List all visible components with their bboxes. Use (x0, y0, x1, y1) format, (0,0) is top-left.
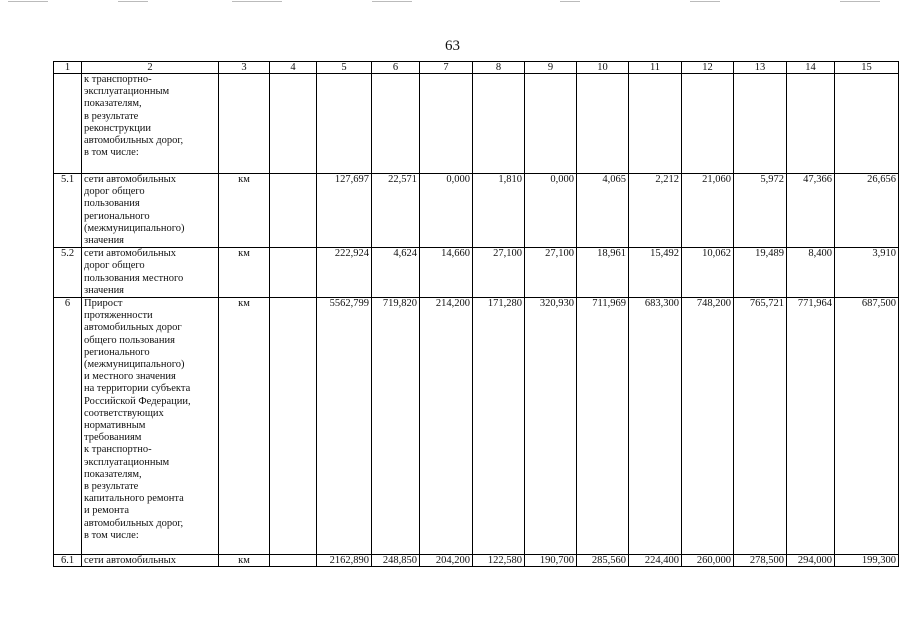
value-cell: 771,964 (787, 298, 835, 555)
header-cell: 10 (577, 62, 629, 74)
header-cell: 1 (54, 62, 82, 74)
value-cell: 719,820 (372, 298, 420, 555)
value-cell: 47,366 (787, 174, 835, 248)
value-cell: 320,930 (525, 298, 577, 555)
header-cell: 9 (525, 62, 577, 74)
value-cell: 683,300 (629, 298, 682, 555)
unit-cell: км (219, 298, 270, 555)
value-cell: 19,489 (734, 248, 787, 298)
value-cell (629, 74, 682, 174)
value-cell: 0,000 (420, 174, 473, 248)
value-cell: 22,571 (372, 174, 420, 248)
value-cell: 4,624 (372, 248, 420, 298)
value-cell (835, 74, 899, 174)
value-cell: 3,910 (835, 248, 899, 298)
value-cell (787, 74, 835, 174)
value-cell: 190,700 (525, 555, 577, 567)
value-cell: 0,000 (525, 174, 577, 248)
value-cell: 1,810 (473, 174, 525, 248)
value-cell: 27,100 (525, 248, 577, 298)
value-cell: 21,060 (682, 174, 734, 248)
header-cell: 15 (835, 62, 899, 74)
header-cell: 3 (219, 62, 270, 74)
description-cell: Прирост протяженности автомобильных дорог общего пользования регионального (межмуниципального) и местного значения на территории субъекта Российской Федерации, соответствующих нормативным требованиям к транспортно- эксплуатационным показателям, в результате капитального ремонта и ремонта автомобильных дорог, в том числе: (82, 298, 219, 555)
header-cell: 14 (787, 62, 835, 74)
page-number: 63 (445, 38, 460, 54)
value-cell (473, 74, 525, 174)
unit-cell: км (219, 174, 270, 248)
value-cell: 5,972 (734, 174, 787, 248)
header-cell: 8 (473, 62, 525, 74)
header-cell: 12 (682, 62, 734, 74)
value-cell: 14,660 (420, 248, 473, 298)
value-cell: 278,500 (734, 555, 787, 567)
value-cell (577, 74, 629, 174)
value-cell (372, 74, 420, 174)
value-cell: 4,065 (577, 174, 629, 248)
value-cell: 5562,799 (317, 298, 372, 555)
table-row (54, 298, 899, 555)
value-cell (317, 74, 372, 174)
value-cell (420, 74, 473, 174)
column-number-row (54, 62, 899, 74)
table-row (54, 74, 899, 174)
value-cell: 224,400 (629, 555, 682, 567)
value-cell: 2,212 (629, 174, 682, 248)
empty-cell (270, 298, 317, 555)
table-row (54, 174, 899, 248)
value-cell (734, 74, 787, 174)
description-cell: сети автомобильных дорог общего пользования регионального (межмуниципального) значения (82, 174, 219, 248)
row-number-cell (54, 74, 82, 174)
value-cell: 711,969 (577, 298, 629, 555)
value-cell: 2162,890 (317, 555, 372, 567)
header-cell: 7 (420, 62, 473, 74)
header-cell: 4 (270, 62, 317, 74)
value-cell: 122,580 (473, 555, 525, 567)
row-number-cell: 5.1 (54, 174, 82, 248)
indicators-table (53, 61, 899, 567)
empty-cell (270, 555, 317, 567)
description-cell: сети автомобильных (82, 555, 219, 567)
value-cell: 248,850 (372, 555, 420, 567)
empty-cell (270, 174, 317, 248)
table-row (54, 248, 899, 298)
header-cell: 6 (372, 62, 420, 74)
value-cell: 8,400 (787, 248, 835, 298)
description-cell: к транспортно- эксплуатационным показателям, в результате реконструкции автомобильных дорог, в том числе: (82, 74, 219, 174)
table-row (54, 555, 899, 567)
scan-top-edge (0, 0, 905, 4)
value-cell: 214,200 (420, 298, 473, 555)
value-cell: 222,924 (317, 248, 372, 298)
empty-cell (270, 248, 317, 298)
unit-cell: км (219, 555, 270, 567)
value-cell: 26,656 (835, 174, 899, 248)
value-cell: 765,721 (734, 298, 787, 555)
value-cell: 18,961 (577, 248, 629, 298)
row-number-cell: 5.2 (54, 248, 82, 298)
unit-cell (219, 74, 270, 174)
value-cell: 687,500 (835, 298, 899, 555)
value-cell: 10,062 (682, 248, 734, 298)
value-cell: 748,200 (682, 298, 734, 555)
value-cell: 15,492 (629, 248, 682, 298)
row-number-cell: 6.1 (54, 555, 82, 567)
value-cell: 204,200 (420, 555, 473, 567)
header-cell: 11 (629, 62, 682, 74)
description-cell: сети автомобильных дорог общего пользования местного значения (82, 248, 219, 298)
value-cell: 27,100 (473, 248, 525, 298)
value-cell: 127,697 (317, 174, 372, 248)
value-cell: 199,300 (835, 555, 899, 567)
header-cell: 13 (734, 62, 787, 74)
unit-cell: км (219, 248, 270, 298)
value-cell (682, 74, 734, 174)
header-cell: 2 (82, 62, 219, 74)
value-cell (525, 74, 577, 174)
value-cell: 171,280 (473, 298, 525, 555)
header-cell: 5 (317, 62, 372, 74)
value-cell: 294,000 (787, 555, 835, 567)
value-cell: 285,560 (577, 555, 629, 567)
value-cell: 260,000 (682, 555, 734, 567)
empty-cell (270, 74, 317, 174)
row-number-cell: 6 (54, 298, 82, 555)
